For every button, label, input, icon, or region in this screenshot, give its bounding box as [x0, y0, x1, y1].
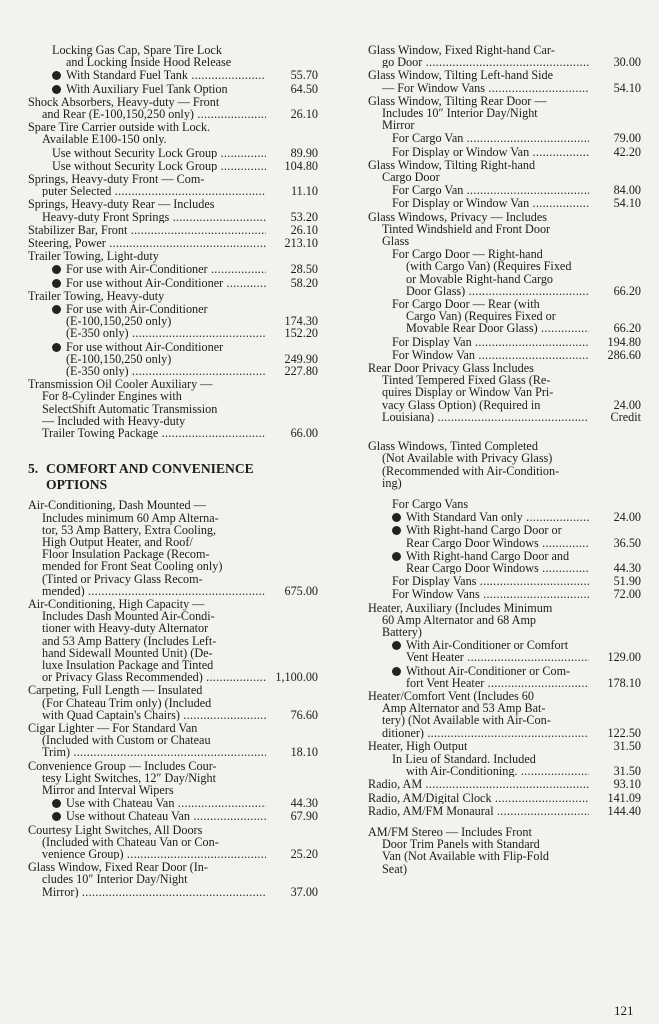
entry-text-line: Springs, Heavy-duty Front — Com- — [28, 172, 205, 187]
entry-price: 26.10 — [290, 222, 318, 237]
entry-text-line: ditioner) ..... — [368, 727, 589, 739]
price-entry — [368, 132, 641, 144]
entry-price: 66.20 — [613, 283, 641, 298]
price-entry — [28, 684, 318, 721]
entry-text-line: With Standard Van only ..... — [392, 511, 589, 523]
entry-text-line: Heavy-duty Front Springs ..... — [28, 211, 266, 223]
entry-price: 84.00 — [613, 183, 641, 198]
entry-text-line: Glass Window, Fixed Rear Door (In- — [28, 860, 208, 875]
entry-text-line: Rear Door Privacy Glass Includes — [368, 361, 534, 376]
price-entry — [368, 498, 641, 510]
entry-text-line: With Auxiliary Fuel Tank Option — [52, 83, 266, 95]
bullet-icon — [392, 513, 401, 522]
entry-text-line: Air-Conditioning, Dash Mounted — — [28, 498, 206, 513]
entry-price: 24.00 — [613, 510, 641, 525]
entry-text-line: puter Selected ..... — [28, 185, 266, 197]
entry-text-line: Glass Window, Tilting Rear Door — — [368, 93, 547, 108]
entry-text-line: Trailer Towing Package ..... — [28, 427, 266, 439]
entry-text-line: Glass Window, Tilting Right-hand — [368, 157, 536, 172]
entry-text-line: ing) — [382, 475, 402, 490]
entry-price: 51.90 — [613, 574, 641, 589]
price-entry — [368, 298, 641, 335]
bullet-icon — [392, 552, 401, 561]
price-entry — [368, 146, 641, 158]
entry-text-line: Tinted Windshield and Front Door — [382, 221, 551, 236]
price-entry — [28, 341, 318, 378]
entry-text-line: For Display or Window Van ..... — [392, 146, 589, 158]
entry-text-line: For Cargo Door — Rear (with — [392, 297, 540, 312]
entry-text-line: Without Air-Conditioner or Com- — [392, 665, 589, 677]
entry-price: 178.10 — [607, 675, 641, 690]
entry-text-line: (Included with Chateau Van or Con- — [42, 834, 219, 849]
price-entry — [368, 197, 641, 209]
entry-text-line: Cargo Door — [382, 170, 440, 185]
price-entry — [368, 440, 641, 489]
price-entry — [28, 722, 318, 759]
entry-price: 28.50 — [290, 262, 318, 277]
entry-text-line: tioner with Heavy-duty Alternator — [42, 621, 209, 636]
entry-text-line: For Window Vans ..... — [392, 588, 589, 600]
entry-text-line: — For Window Vans ..... — [368, 82, 589, 94]
entry-price: 93.10 — [613, 777, 641, 792]
price-entry — [28, 96, 318, 120]
price-entry — [28, 810, 318, 822]
entry-text-line: With Air-Conditioner or Comfort — [392, 639, 589, 651]
price-entry — [28, 824, 318, 861]
entry-price: 18.10 — [290, 745, 318, 760]
price-entry — [28, 160, 318, 172]
entry-price: 58.20 — [290, 275, 318, 290]
entry-text-line: Amp Alternator and 53 Amp Bat- — [382, 701, 546, 716]
entry-text-line: mended) ..... — [28, 585, 266, 597]
section-title: COMFORT AND CONVENIENCE OPTIONS — [46, 461, 254, 493]
entry-text-line: Battery) — [382, 624, 422, 639]
entry-text-line: Stabilizer Bar, Front ..... — [28, 224, 266, 236]
entry-text-line: Heater/Comfort Vent (Includes 60 — [368, 688, 534, 703]
entry-text-line: (E-350 only) ..... — [52, 365, 266, 377]
price-entry — [368, 753, 641, 777]
entry-text-line: and Rear (E-100,150,250 only) ..... — [28, 108, 266, 120]
price-entry — [368, 639, 641, 663]
entry-price: 249.90 227.80 — [284, 351, 318, 379]
entry-text-line: With Right-hand Cargo Door or — [392, 524, 589, 536]
entry-text-line: For use without Air-Conditioner ..... — [52, 277, 266, 289]
entry-text-line: quires Display or Window Van Pri- — [382, 385, 554, 400]
price-entry — [368, 805, 641, 817]
bullet-icon — [52, 343, 61, 352]
entry-text-line: Rear Cargo Door Windows ..... — [392, 537, 589, 549]
entry-text-line: For 8-Cylinder Engines with — [42, 389, 182, 404]
section-heading — [28, 461, 318, 493]
bullet-icon — [52, 305, 61, 314]
entry-text-line: with Quad Captain's Chairs) ..... — [28, 709, 266, 721]
entry-price: 286.60 — [607, 347, 641, 362]
price-entry — [368, 69, 641, 93]
entry-price: 55.70 — [290, 68, 318, 83]
price-entry — [368, 588, 641, 600]
entry-text-line: Use with Chateau Van ..... — [52, 797, 266, 809]
entry-text-line: Door Glass) ..... — [392, 285, 589, 297]
entry-price: 31.50 — [613, 764, 641, 779]
entry-text-line: luxe Insulation Package and Tinted — [42, 657, 214, 672]
entry-text-line: Seat) — [382, 861, 408, 876]
entry-text-line: Glass Window, Tilting Left-hand Side — [368, 68, 554, 83]
price-entry — [28, 290, 318, 302]
entry-text-line: Convenience Group — Includes Cour- — [28, 758, 217, 773]
price-entry — [368, 349, 641, 361]
entry-text-line: fort Vent Heater ..... — [392, 677, 589, 689]
price-entry — [28, 147, 318, 159]
entry-text-line: venience Group) ..... — [28, 848, 266, 860]
price-entry — [368, 740, 641, 752]
entry-text-line: For Cargo Van ..... — [392, 184, 589, 196]
price-entry — [28, 237, 318, 249]
entry-text-line: and Locking Inside Hood Release — [66, 55, 232, 70]
entry-price: 1,100.00 — [275, 670, 318, 685]
left-column — [28, 44, 318, 899]
entry-text-line: Radio, AM/FM Monaural ..... — [368, 805, 589, 817]
price-entry — [368, 690, 641, 739]
entry-text-line: Carpeting, Full Length — Insulated — [28, 683, 203, 698]
entry-text-line: or Privacy Glass Recommended) ..... — [28, 671, 266, 683]
price-entry — [28, 69, 318, 81]
entry-price: 67.90 — [290, 809, 318, 824]
entry-text-line: Glass Window, Fixed Right-hand Car- — [368, 43, 555, 57]
entry-text-line: Radio, AM/Digital Clock ..... — [368, 792, 589, 804]
price-entry — [368, 792, 641, 804]
entry-price: 89.90 — [290, 145, 318, 160]
price-entry — [28, 378, 318, 439]
entry-text-line: go Door ..... — [368, 56, 589, 68]
entry-text-line: Use without Security Lock Group ..... — [52, 147, 266, 159]
entry-text-line: Rear Cargo Door Windows ..... — [392, 562, 589, 574]
entry-price: 66.20 — [613, 321, 641, 336]
entry-text-line: Mirror and Interval Wipers — [42, 782, 174, 797]
entry-price: 36.50 — [613, 535, 641, 550]
entry-text-line: or Movable Right-hand Cargo — [406, 271, 554, 286]
entry-price: 144.40 — [607, 803, 641, 818]
entry-price: 54.10 — [613, 80, 641, 95]
entry-text-line: (For Chateau Trim only) (Included — [42, 695, 212, 710]
bullet-icon — [52, 799, 61, 808]
entry-price: 194.80 — [607, 334, 641, 349]
entry-text-line: Includes 10″ Interior Day/Night — [382, 106, 538, 121]
entry-price: 72.00 — [613, 587, 641, 602]
price-entry — [28, 224, 318, 236]
entry-text-line: Trailer Towing, Light-duty — [28, 249, 159, 264]
entry-text-line: Transmission Oil Cooler Auxiliary — — [28, 377, 213, 392]
price-entry — [28, 499, 318, 597]
price-entry — [28, 250, 318, 262]
entry-text-line: Vent Heater ..... — [392, 651, 589, 663]
entry-text-line: Use without Chateau Van ..... — [52, 810, 266, 822]
entry-text-line: mended for Front Seat Cooling only) — [42, 559, 223, 574]
entry-text-line: and 53 Amp Battery (Includes Left- — [42, 633, 217, 648]
entry-text-line: Heater, High Output — [368, 738, 468, 753]
entry-price: 31.50 — [613, 738, 641, 753]
entry-text-line: Tinted Tempered Fixed Glass (Re- — [382, 373, 551, 388]
bullet-icon — [392, 667, 401, 676]
entry-price: 675.00 — [284, 583, 318, 598]
entry-price: 53.20 — [290, 209, 318, 224]
entry-text-line: Mirror) ..... — [28, 886, 266, 898]
entry-text-line: Includes minimum 60 Amp Alterna- — [42, 510, 219, 525]
entry-text-line: Door Trim Panels with Standard — [382, 837, 540, 852]
bullet-icon — [52, 279, 61, 288]
entry-price: 11.10 — [291, 184, 318, 199]
price-entry — [28, 303, 318, 340]
entry-text-line: For Display Van ..... — [392, 336, 589, 348]
right-column — [368, 44, 641, 876]
entry-price: 44.30 — [290, 796, 318, 811]
entry-text-line: tery) (Not Available with Air-Con- — [382, 713, 551, 728]
entry-text-line: Courtesy Light Switches, All Doors — [28, 822, 203, 837]
page-number: 121 — [614, 1003, 634, 1018]
entry-text-line: Floor Insulation Package (Recom- — [42, 547, 210, 562]
entry-text-line: (E-100,150,250 only) — [66, 351, 172, 366]
entry-price: 129.00 — [607, 650, 641, 665]
entry-text-line: Cargo Van) (Requires Fixed or — [406, 309, 556, 324]
entry-text-line: Trailer Towing, Heavy-duty — [28, 288, 165, 303]
entry-text-line: For use without Air-Conditioner — [52, 341, 266, 353]
bullet-icon — [52, 85, 61, 94]
entry-text-line: Locking Gas Cap, Spare Tire Lock — [52, 43, 222, 57]
entry-text-line: For Display or Window Van ..... — [392, 197, 589, 209]
entry-price: 26.10 — [290, 107, 318, 122]
price-entry — [28, 44, 318, 68]
bullet-icon — [392, 641, 401, 650]
section-number: 5. — [28, 461, 39, 477]
price-entry — [28, 121, 318, 145]
entry-text-line: (Recommended with Air-Condition- — [382, 463, 560, 478]
entry-price: 141.09 — [607, 790, 641, 805]
entry-text-line: Glass Windows, Tinted Completed — [368, 439, 538, 454]
entry-price: 76.60 — [290, 707, 318, 722]
entry-text-line: with Air-Conditioning. ..... — [392, 765, 589, 777]
bullet-icon — [52, 265, 61, 274]
entry-text-line: In Lieu of Standard. Included — [392, 751, 536, 766]
entry-text-line: With Right-hand Cargo Door and — [392, 550, 589, 562]
price-entry — [368, 159, 641, 183]
entry-text-line: For use with Air-Conditioner — [52, 303, 266, 315]
entry-text-line: AM/FM Stereo — Includes Front — [368, 824, 532, 839]
price-entry — [28, 797, 318, 809]
price-entry — [368, 524, 641, 548]
bullet-icon — [392, 526, 401, 535]
entry-text-line: Glass — [382, 234, 410, 249]
price-entry — [368, 575, 641, 587]
price-entry — [28, 263, 318, 275]
entry-text-line: For Cargo Door — Right-hand — [392, 247, 543, 262]
entry-price: 24.00 Credit — [610, 397, 641, 424]
entry-text-line: cludes 10″ Interior Day/Night — [42, 872, 188, 887]
entry-text-line: Trim) ..... — [28, 746, 266, 758]
price-entry — [368, 336, 641, 348]
entry-price: 44.30 — [613, 560, 641, 575]
entry-text-line: (Tinted or Privacy Glass Recom- — [42, 571, 203, 586]
price-entry — [28, 760, 318, 797]
entry-text-line: — Included with Heavy-duty — [42, 413, 186, 428]
entry-text-line: Glass Windows, Privacy — Includes — [368, 209, 548, 224]
entry-price: 213.10 — [284, 236, 318, 251]
entry-text-line: Shock Absorbers, Heavy-duty — Front — [28, 94, 220, 109]
price-entry — [368, 826, 641, 875]
entry-text-line: (Not Available with Privacy Glass) — [382, 451, 553, 466]
price-entry — [28, 598, 318, 683]
entry-text-line: Movable Rear Door Glass) ..... — [392, 322, 589, 334]
entry-price: 54.10 — [613, 196, 641, 211]
entry-text-line: tor, 53 Amp Battery, Extra Cooling, — [42, 522, 217, 537]
price-entry — [368, 44, 641, 68]
entry-text-line: For use with Air-Conditioner ..... — [52, 263, 266, 275]
entry-price: 79.00 — [613, 131, 641, 146]
price-entry — [368, 184, 641, 196]
entry-text-line: SelectShift Automatic Transmission — [42, 401, 218, 416]
entry-text-line: (E-350 only) ..... — [52, 327, 266, 339]
entry-text-line: Air-Conditioning, High Capacity — — [28, 596, 205, 611]
entry-text-line: Van (Not Available with Flip-Fold — [382, 849, 549, 864]
entry-text-line: 60 Amp Alternator and 68 Amp — [382, 612, 537, 627]
entry-price: 42.20 — [613, 144, 641, 159]
price-entry — [368, 550, 641, 574]
price-entry — [28, 277, 318, 289]
price-entry — [28, 83, 318, 95]
price-entry — [368, 602, 641, 639]
entry-text-line: For Window Van ..... — [392, 349, 589, 361]
entry-text-line: Cigar Lighter — For Standard Van — [28, 720, 198, 735]
bullet-icon — [52, 71, 61, 80]
price-entry — [28, 198, 318, 222]
entry-price: 37.00 — [290, 884, 318, 899]
entry-text-line: Includes Dash Mounted Air-Condi- — [42, 609, 215, 624]
entry-text-line: Heater, Auxiliary (Includes Minimum — [368, 600, 553, 615]
entry-text-line: For Cargo Vans — [392, 496, 469, 511]
price-entry — [368, 665, 641, 689]
entry-price: 64.50 — [290, 81, 318, 96]
entry-text-line: (with Cargo Van) (Requires Fixed — [406, 259, 572, 274]
entry-text-line: hand Sidewall Mounted Unit) (De- — [42, 645, 213, 660]
entry-price: 66.00 — [290, 426, 318, 441]
entry-text-line: For Cargo Van ..... — [392, 132, 589, 144]
entry-price: 104.80 — [284, 158, 318, 173]
entry-text-line: Steering, Power ..... — [28, 237, 266, 249]
entry-text-line: (Included with Custom or Chateau — [42, 733, 211, 748]
price-entry — [368, 248, 641, 297]
price-entry — [368, 511, 641, 523]
entry-text-line: High Output Heater, and Roof/ — [42, 534, 193, 549]
entry-text-line: Spare Tire Carrier outside with Lock. — [28, 120, 211, 135]
entry-text-line: Mirror — [382, 118, 415, 133]
entry-price: 122.50 — [607, 725, 641, 740]
entry-price: 174.30 152.20 — [284, 314, 318, 341]
entry-text-line: Louisiana) ..... — [368, 411, 589, 423]
price-entry — [368, 95, 641, 132]
entry-text-line: vacy Glass Option) (Required in — [382, 397, 541, 412]
entry-price: 25.20 — [290, 846, 318, 861]
entry-price: 30.00 — [613, 55, 641, 70]
price-entry — [368, 211, 641, 248]
price-entry — [368, 778, 641, 790]
price-entry — [368, 362, 641, 423]
price-entry — [28, 861, 318, 898]
entry-text-line: Available E100-150 only. — [42, 132, 167, 147]
entry-text-line: Use without Security Lock Group ..... — [52, 160, 266, 172]
entry-text-line: Springs, Heavy-duty Rear — Includes — [28, 197, 215, 212]
entry-text-line: tesy Light Switches, 12″ Day/Night — [42, 770, 216, 785]
bullet-icon — [52, 812, 61, 821]
entry-text-line: With Standard Fuel Tank ..... — [52, 69, 266, 81]
entry-text-line: Radio, AM ..... — [368, 778, 589, 790]
entry-text-line: (E-100,150,250 only) — [66, 314, 172, 329]
price-entry — [28, 173, 318, 197]
entry-text-line: For Display Vans ..... — [392, 575, 589, 587]
